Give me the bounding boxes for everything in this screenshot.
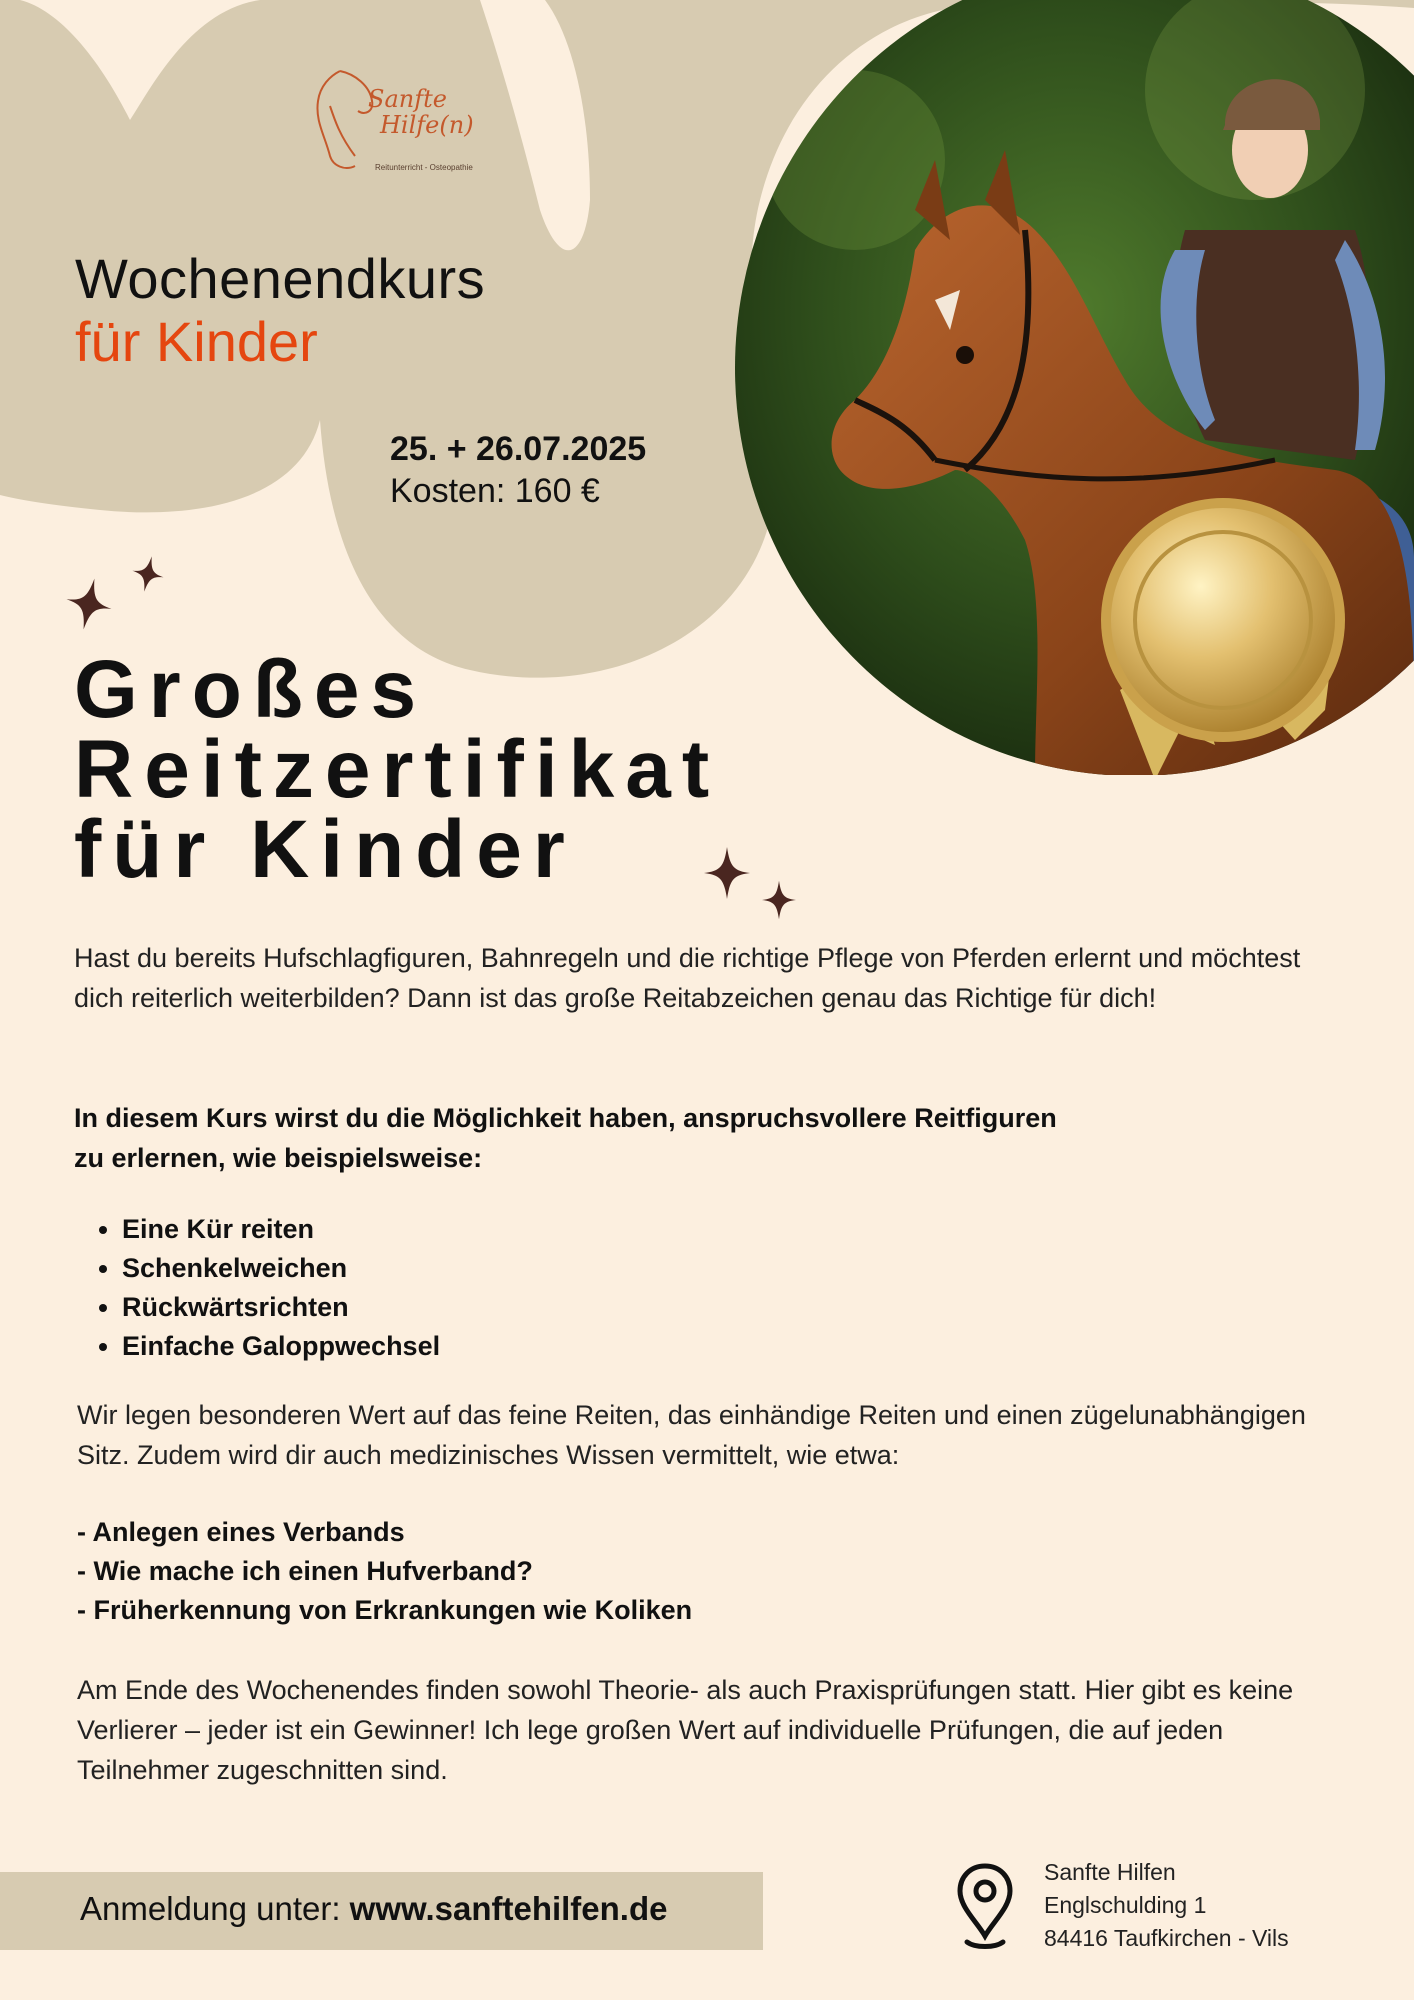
sparkle-icon bbox=[132, 556, 164, 592]
list-item: • Einfache Galoppwechsel bbox=[122, 1327, 440, 1366]
address-line: 84416 Taufkirchen - Vils bbox=[1044, 1925, 1289, 1951]
logo bbox=[300, 66, 480, 181]
address-block bbox=[1044, 1856, 1289, 1955]
event-cost: Kosten: 160 € bbox=[390, 472, 600, 510]
sparkle-icon bbox=[762, 880, 796, 920]
logo-wordmark: Sanfte Hilfe(n) bbox=[368, 85, 474, 139]
figures-lead: In diesem Kurs wirst du die Möglichkeit haben, anspruchsvollere Reitfiguren zu erlernen, wie beispielsweise: bbox=[74, 1103, 1057, 1173]
horse-rider-photo bbox=[735, 0, 1414, 775]
list-item: - Anlegen eines Verbands bbox=[77, 1517, 405, 1547]
address-line: Englschulding 1 bbox=[1044, 1892, 1207, 1918]
list-item: • Schenkelweichen bbox=[122, 1249, 440, 1288]
course-subheading: für Kinder bbox=[75, 310, 318, 373]
medical-paragraph: Wir legen besonderen Wert auf das feine Reiten, das einhändige Reiten und einen zügelunabhängigen Sitz. Zudem wird dir auch medizinisches Wissen vermittelt, wie etwa: bbox=[77, 1400, 1306, 1470]
list-item: • Eine Kür reiten bbox=[122, 1210, 440, 1249]
event-date: 25. + 26.07.2025 bbox=[390, 430, 647, 468]
registration-banner bbox=[0, 1872, 763, 1950]
intro-paragraph: Hast du bereits Hufschlagfiguren, Bahnregeln und die richtige Pflege von Pferden erlernt und möchtest dich reiterlich weiterbilden? Dann ist das große Reitabzeichen genau das Richtige für dich! bbox=[74, 943, 1301, 1013]
closing-paragraph: Am Ende des Wochenendes finden sowohl Theorie- als auch Praxisprüfungen statt. Hier gibt es keine Verlierer – jeder ist ein Gewinner! Ich lege großen Wert auf individuelle Prüfungen, die auf jeden Teilnehmer zugeschnitten sind. bbox=[77, 1675, 1294, 1785]
address-line: Sanfte Hilfen bbox=[1044, 1859, 1176, 1885]
map-pin-icon bbox=[955, 1862, 1015, 1950]
list-item: • Rückwärtsrichten bbox=[122, 1288, 440, 1327]
figures-list bbox=[74, 1210, 440, 1366]
registration-label: Anmeldung unter: bbox=[80, 1890, 350, 1927]
sparkle-icon bbox=[66, 578, 112, 630]
list-item: - Früherkennung von Erkrankungen wie Koliken bbox=[77, 1595, 693, 1625]
list-item: - Wie mache ich einen Hufverband? bbox=[77, 1556, 533, 1586]
registration-link[interactable]: www.sanftehilfen.de bbox=[349, 1890, 668, 1927]
logo-tagline: Reitunterricht - Osteopathie bbox=[375, 163, 473, 172]
main-title: Großes Reitzertifikat für Kinder bbox=[74, 644, 721, 895]
course-heading: Wochenendkurs bbox=[75, 247, 486, 310]
